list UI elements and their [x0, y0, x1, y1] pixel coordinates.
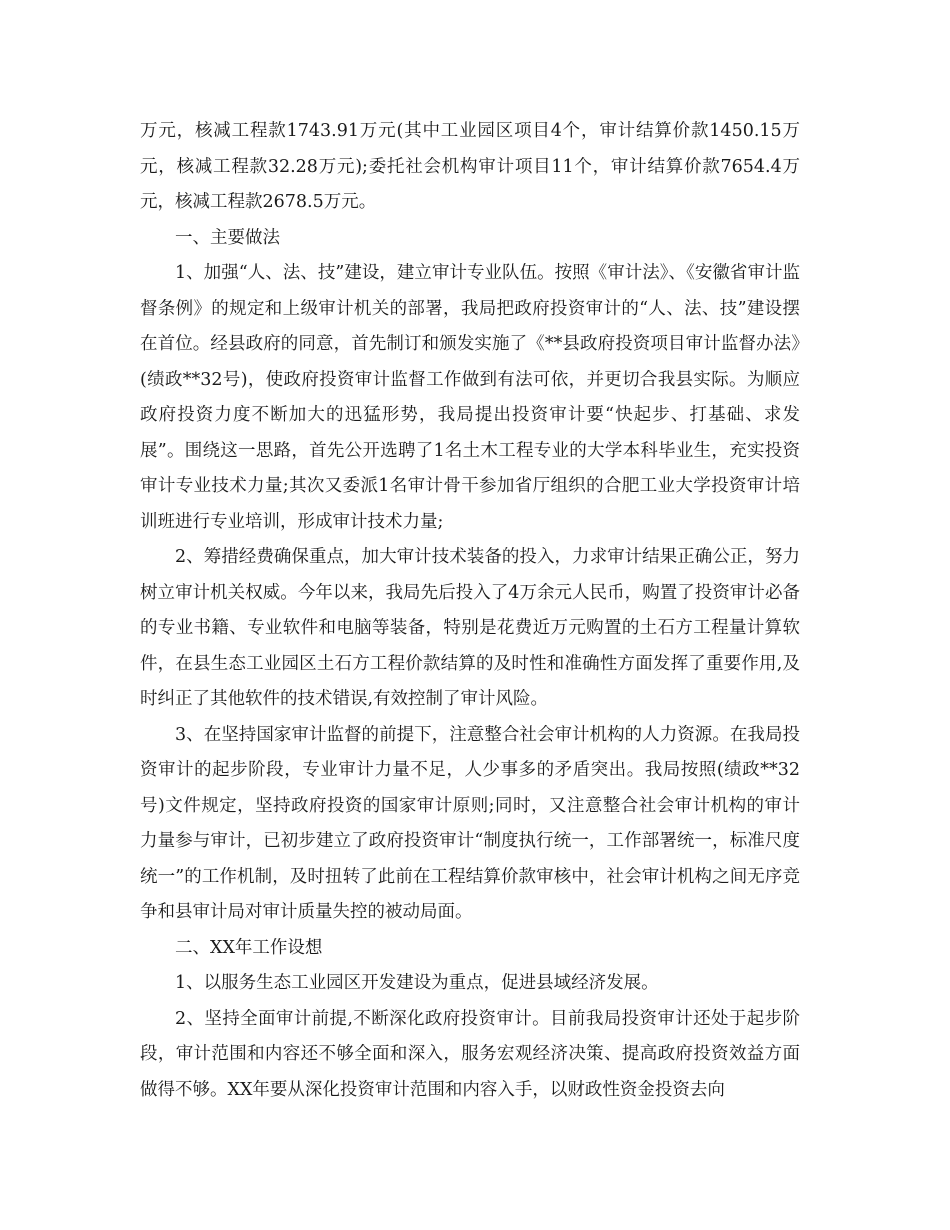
document-page	[140, 114, 800, 1108]
paragraph-continuation: 万元，核减工程款1743.91万元(其中工业园区项目4个，审计结算价款1450.15万元，核减工程款32.28万元);委托社会机构审计项目11个，审计结算价款7654.4万元，核减工程款2678.5万元。	[140, 121, 800, 212]
paragraph-plan-1: 1、以服务生态工业园区开发建设为重点，促进县域经济发展。	[175, 973, 659, 993]
paragraph-plan-2: 2、坚持全面审计前提,不断深化政府投资审计。目前我局投资审计还处于起步阶段，审计范围和内容还不够全面和深入，服务宏观经济决策、提高政府投资效益方面做得不够。XX年要从深化投资审计范围和内容入手，以财政性资金投资去向	[140, 1008, 800, 1100]
paragraph-item-1: 1、加强“人、法、技”建设，建立审计专业队伍。按照《审计法》、《安徽省审计监督条例》的规定和上级审计机关的部署，我局把政府投资审计的“人、法、技”建设摆在首位。经县政府的同意，首先制订和颁发实施了《**县政府投资项目审计监督办法》(绩政**32号)，使政府投资审计监督工作做到有法可依，并更切合我县实际。为顺应政府投资力度不断加大的迅猛形势，我局提出投资审计要“快起步、打基础、求发展”。围绕这一思路，首先公开选聘了1名土木工程专业的大学本科毕业生，充实投资审计专业技术力量;其次又委派1名审计骨干参加省厅组织的合肥工业大学投资审计培训班进行专业培训，形成审计技术力量;	[140, 263, 800, 532]
section-heading-main-practices: 一、主要做法	[175, 227, 280, 248]
paragraph-item-2: 2、筹措经费确保重点，加大审计技术装备的投入，力求审计结果正确公正，努力树立审计机关权威。今年以来，我局先后投入了4万余元人民币，购置了投资审计必备的专业书籍、专业软件和电脑等装备，特别是花费近万元购置的土石方工程量计算软件，在县生态工业园区土石方工程价款结算的及时性和准确性方面发挥了重要作用,及时纠正了其他软件的技术错误,有效控制了审计风险。	[140, 547, 800, 709]
paragraph-item-3: 3、在坚持国家审计监督的前提下，注意整合社会审计机构的人力资源。在我局投资审计的起步阶段，专业审计力量不足，人少事多的矛盾突出。我局按照(绩政**32号)文件规定，坚持政府投资的国家审计原则;同时，又注意整合社会审计机构的审计力量参与审计，已初步建立了政府投资审计“制度执行统一，工作部署统一，标准尺度统一”的工作机制，及时扭转了此前在工程结算价款审核中，社会审计机构之间无序竞争和县审计局对审计质量失控的被动局面。	[140, 724, 800, 922]
section-heading-work-plan: 二、XX年工作设想	[175, 937, 323, 958]
